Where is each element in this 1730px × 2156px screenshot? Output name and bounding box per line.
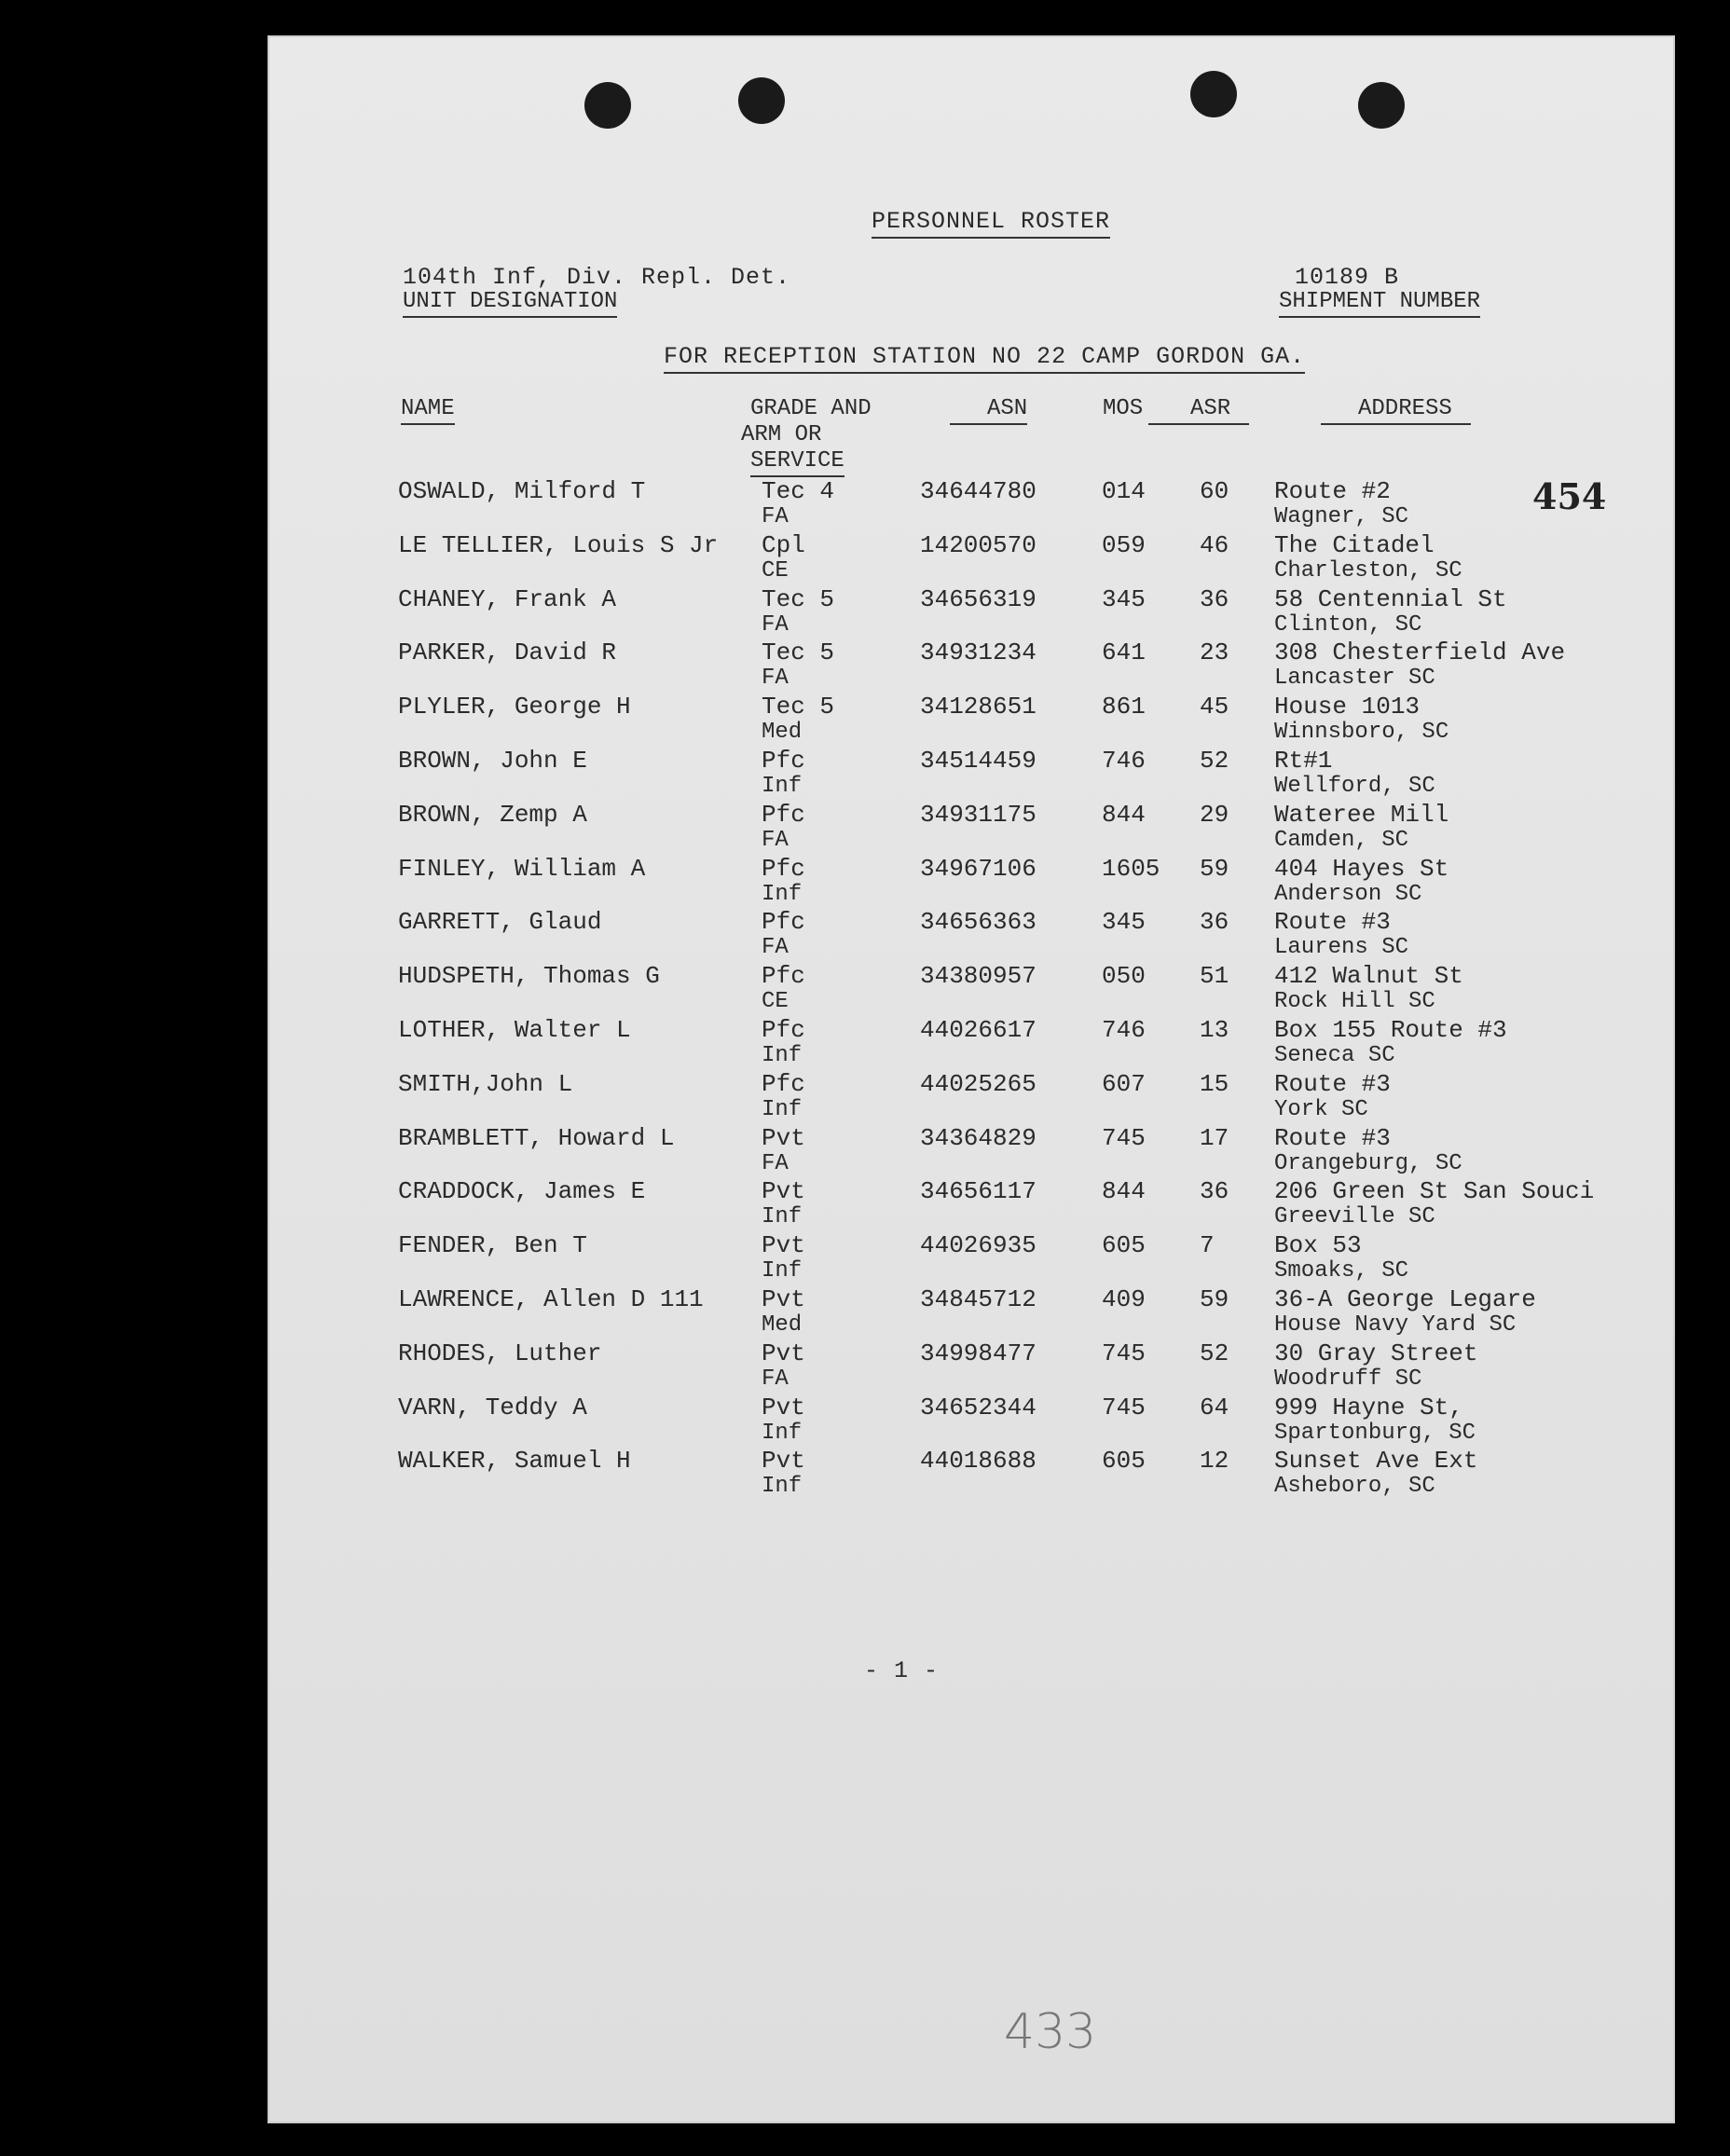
- cell-addr2: Camden, SC: [1274, 827, 1409, 853]
- cell-asn: 44018688: [920, 1447, 1037, 1476]
- cell-mos: 059: [1102, 530, 1146, 559]
- cell-addr1: Box 155 Route #3: [1274, 1016, 1507, 1044]
- cell-addr1: Route #3: [1274, 1069, 1391, 1098]
- cell-addr1: The Citadel: [1274, 530, 1435, 559]
- cell-arm: Inf: [762, 881, 803, 907]
- handwritten-number: 433: [1004, 2004, 1097, 2060]
- cell-asn: 34931175: [920, 800, 1037, 829]
- col-header-asn: ASN: [950, 396, 1027, 425]
- cell-asr: 46: [1200, 530, 1229, 559]
- cell-asn: 34656117: [920, 1177, 1037, 1206]
- cell-name: RHODES, Luther: [398, 1339, 602, 1367]
- cell-name: CHANEY, Frank A: [398, 584, 617, 613]
- cell-addr2: Laurens SC: [1274, 935, 1409, 961]
- punch-hole-2: [738, 77, 785, 124]
- cell-grade: Pvt: [762, 1447, 805, 1476]
- cell-grade: Pfc: [762, 962, 805, 991]
- cell-asn: 34380957: [920, 962, 1037, 991]
- col-header-asr: ASR: [1148, 396, 1249, 425]
- cell-mos: 746: [1102, 1016, 1146, 1044]
- cell-addr1: Rt#1: [1274, 747, 1333, 775]
- cell-grade: Pfc: [762, 908, 805, 937]
- cell-grade: Pfc: [762, 800, 805, 829]
- cell-addr2: Asheboro, SC: [1274, 1474, 1435, 1500]
- cell-asr: 15: [1200, 1069, 1229, 1098]
- cell-addr1: Route #3: [1274, 908, 1391, 937]
- cell-name: FINLEY, William A: [398, 854, 646, 883]
- cell-arm: FA: [762, 827, 789, 853]
- cell-asr: 7: [1200, 1231, 1215, 1260]
- cell-addr2: Greeville SC: [1274, 1204, 1435, 1230]
- cell-name: VARN, Teddy A: [398, 1393, 587, 1421]
- cell-addr2: Wagner, SC: [1274, 504, 1409, 529]
- cell-asr: 45: [1200, 693, 1229, 721]
- cell-asr: 12: [1200, 1447, 1229, 1476]
- stamp-number: 454: [1532, 475, 1607, 517]
- cell-asn: 34967106: [920, 854, 1037, 883]
- cell-name: SMITH,John L: [398, 1069, 573, 1098]
- cell-grade: Pfc: [762, 747, 805, 775]
- shipment-number-label: SHIPMENT NUMBER: [1279, 289, 1480, 318]
- cell-addr2: Seneca SC: [1274, 1043, 1395, 1068]
- cell-asr: 59: [1200, 854, 1229, 883]
- cell-asn: 44026617: [920, 1016, 1037, 1044]
- cell-asr: 52: [1200, 747, 1229, 775]
- cell-grade: Tec 5: [762, 693, 835, 721]
- cell-name: LAWRENCE, Allen D 111: [398, 1285, 704, 1313]
- cell-addr1: 404 Hayes St: [1274, 854, 1449, 883]
- cell-addr1: 206 Green St San Souci: [1274, 1177, 1595, 1206]
- cell-mos: 745: [1102, 1393, 1146, 1421]
- cell-asr: 52: [1200, 1339, 1229, 1367]
- cell-arm: Inf: [762, 774, 803, 799]
- cell-mos: 1605: [1102, 854, 1160, 883]
- cell-asr: 51: [1200, 962, 1229, 991]
- cell-grade: Tec 5: [762, 584, 835, 613]
- cell-addr2: Clinton, SC: [1274, 611, 1422, 638]
- cell-addr2: Orangeburg, SC: [1274, 1150, 1462, 1176]
- cell-addr2: Rock Hill SC: [1274, 989, 1435, 1015]
- cell-asr: 17: [1200, 1123, 1229, 1152]
- cell-addr2: Woodruff SC: [1274, 1366, 1422, 1392]
- punch-hole-3: [1190, 71, 1237, 117]
- cell-mos: 605: [1102, 1231, 1146, 1260]
- cell-asr: 64: [1200, 1393, 1229, 1421]
- cell-addr1: Sunset Ave Ext: [1274, 1447, 1478, 1476]
- cell-addr1: Route #3: [1274, 1123, 1391, 1152]
- cell-asr: 36: [1200, 584, 1229, 613]
- cell-arm: FA: [762, 935, 789, 961]
- cell-arm: CE: [762, 989, 789, 1015]
- cell-asr: 60: [1200, 477, 1229, 505]
- cell-grade: Tec 5: [762, 639, 835, 667]
- cell-mos: 345: [1102, 908, 1146, 937]
- cell-name: FENDER, Ben T: [398, 1231, 587, 1260]
- cell-grade: Pfc: [762, 854, 805, 883]
- cell-asr: 59: [1200, 1285, 1229, 1313]
- cell-grade: Pvt: [762, 1231, 805, 1260]
- shipment-number-value: 10189 B: [1295, 264, 1400, 291]
- col-header-mos: MOS: [1103, 396, 1144, 421]
- cell-name: LOTHER, Walter L: [398, 1016, 631, 1044]
- cell-asn: 34998477: [920, 1339, 1037, 1367]
- cell-addr2: Charleston, SC: [1274, 557, 1462, 584]
- cell-asn: 14200570: [920, 530, 1037, 559]
- cell-grade: Pvt: [762, 1393, 805, 1421]
- cell-asr: 36: [1200, 908, 1229, 937]
- col-header-grade-3: SERVICE: [750, 448, 844, 477]
- cell-asr: 36: [1200, 1177, 1229, 1206]
- cell-addr1: Route #2: [1274, 477, 1391, 505]
- cell-grade: Pfc: [762, 1016, 805, 1044]
- cell-asn: 34652344: [920, 1393, 1037, 1421]
- cell-addr2: Winnsboro, SC: [1274, 720, 1449, 746]
- cell-asn: 34656363: [920, 908, 1037, 937]
- cell-asn: 34644780: [920, 477, 1037, 505]
- cell-addr2: House Navy Yard SC: [1274, 1312, 1517, 1338]
- cell-addr2: Anderson SC: [1274, 881, 1422, 907]
- punch-hole-4: [1358, 82, 1405, 129]
- cell-arm: Med: [762, 720, 803, 746]
- cell-name: BROWN, Zemp A: [398, 800, 587, 829]
- cell-mos: 014: [1102, 477, 1146, 505]
- cell-name: CRADDOCK, James E: [398, 1177, 646, 1206]
- cell-name: LE TELLIER, Louis S Jr: [398, 530, 719, 559]
- cell-addr1: Wateree Mill: [1274, 800, 1449, 829]
- col-header-grade-1: GRADE AND: [750, 396, 872, 421]
- col-header-name: NAME: [401, 396, 455, 425]
- cell-mos: 641: [1102, 639, 1146, 667]
- cell-addr2: Smoaks, SC: [1274, 1258, 1409, 1284]
- cell-name: HUDSPETH, Thomas G: [398, 962, 660, 991]
- cell-asn: 34514459: [920, 747, 1037, 775]
- cell-asn: 44026935: [920, 1231, 1037, 1260]
- cell-addr1: 308 Chesterfield Ave: [1274, 639, 1566, 667]
- cell-mos: 345: [1102, 584, 1146, 613]
- cell-name: GARRETT, Glaud: [398, 908, 602, 937]
- cell-grade: Cpl: [762, 530, 805, 559]
- cell-asr: 13: [1200, 1016, 1229, 1044]
- cell-addr2: Wellford, SC: [1274, 774, 1435, 799]
- cell-addr1: 999 Hayne St,: [1274, 1393, 1463, 1421]
- cell-mos: 745: [1102, 1123, 1146, 1152]
- cell-name: PLYLER, George H: [398, 693, 631, 721]
- cell-grade: Pvt: [762, 1123, 805, 1152]
- cell-arm: Med: [762, 1312, 803, 1338]
- cell-mos: 844: [1102, 800, 1146, 829]
- unit-designation-value: 104th Inf, Div. Repl. Det.: [403, 264, 791, 291]
- cell-grade: Pfc: [762, 1069, 805, 1098]
- cell-name: BRAMBLETT, Howard L: [398, 1123, 675, 1152]
- cell-name: WALKER, Samuel H: [398, 1447, 631, 1476]
- cell-asn: 34656319: [920, 584, 1037, 613]
- cell-arm: Inf: [762, 1420, 803, 1446]
- cell-arm: FA: [762, 1366, 789, 1392]
- page-title: PERSONNEL ROSTER: [872, 208, 1110, 239]
- cell-arm: FA: [762, 666, 789, 692]
- cell-asn: 34845712: [920, 1285, 1037, 1313]
- cell-mos: 745: [1102, 1339, 1146, 1367]
- cell-name: BROWN, John E: [398, 747, 587, 775]
- cell-addr1: Box 53: [1274, 1231, 1362, 1260]
- cell-mos: 607: [1102, 1069, 1146, 1098]
- unit-designation-label: UNIT DESIGNATION: [403, 289, 617, 318]
- cell-name: OSWALD, Milford T: [398, 477, 646, 505]
- cell-mos: 746: [1102, 747, 1146, 775]
- cell-asn: 34364829: [920, 1123, 1037, 1152]
- cell-asn: 34128651: [920, 693, 1037, 721]
- cell-addr2: Spartonburg, SC: [1274, 1420, 1476, 1446]
- roster-sheet: [268, 35, 1675, 2123]
- cell-mos: 844: [1102, 1177, 1146, 1206]
- cell-grade: Tec 4: [762, 477, 835, 505]
- cell-mos: 050: [1102, 962, 1146, 991]
- cell-arm: Inf: [762, 1096, 803, 1122]
- page-number: - 1 -: [864, 1657, 940, 1684]
- cell-addr2: York SC: [1274, 1096, 1368, 1122]
- cell-addr1: 36-A George Legare: [1274, 1285, 1536, 1313]
- cell-arm: FA: [762, 1150, 789, 1176]
- cell-arm: Inf: [762, 1258, 803, 1284]
- cell-arm: CE: [762, 557, 789, 584]
- cell-asr: 23: [1200, 639, 1229, 667]
- cell-addr1: 30 Gray Street: [1274, 1339, 1478, 1367]
- cell-mos: 861: [1102, 693, 1146, 721]
- punch-hole-1: [584, 82, 631, 129]
- cell-asn: 44025265: [920, 1069, 1037, 1098]
- cell-addr1: 412 Walnut St: [1274, 962, 1463, 991]
- cell-addr2: Lancaster SC: [1274, 666, 1435, 692]
- cell-grade: Pvt: [762, 1339, 805, 1367]
- cell-addr1: House 1013: [1274, 693, 1421, 721]
- cell-asn: 34931234: [920, 639, 1037, 667]
- col-header-grade-2: ARM OR: [741, 422, 822, 447]
- cell-grade: Pvt: [762, 1177, 805, 1206]
- cell-arm: Inf: [762, 1043, 803, 1068]
- col-header-address: ADDRESS: [1321, 396, 1471, 425]
- cell-name: PARKER, David R: [398, 639, 617, 667]
- cell-grade: Pvt: [762, 1285, 805, 1313]
- cell-mos: 605: [1102, 1447, 1146, 1476]
- reception-station: FOR RECEPTION STATION NO 22 CAMP GORDON GA.: [664, 343, 1305, 374]
- cell-addr1: 58 Centennial St: [1274, 584, 1507, 613]
- cell-asr: 29: [1200, 800, 1229, 829]
- cell-arm: FA: [762, 504, 789, 529]
- cell-mos: 409: [1102, 1285, 1146, 1313]
- cell-arm: Inf: [762, 1204, 803, 1230]
- cell-arm: FA: [762, 611, 789, 638]
- cell-arm: Inf: [762, 1474, 803, 1500]
